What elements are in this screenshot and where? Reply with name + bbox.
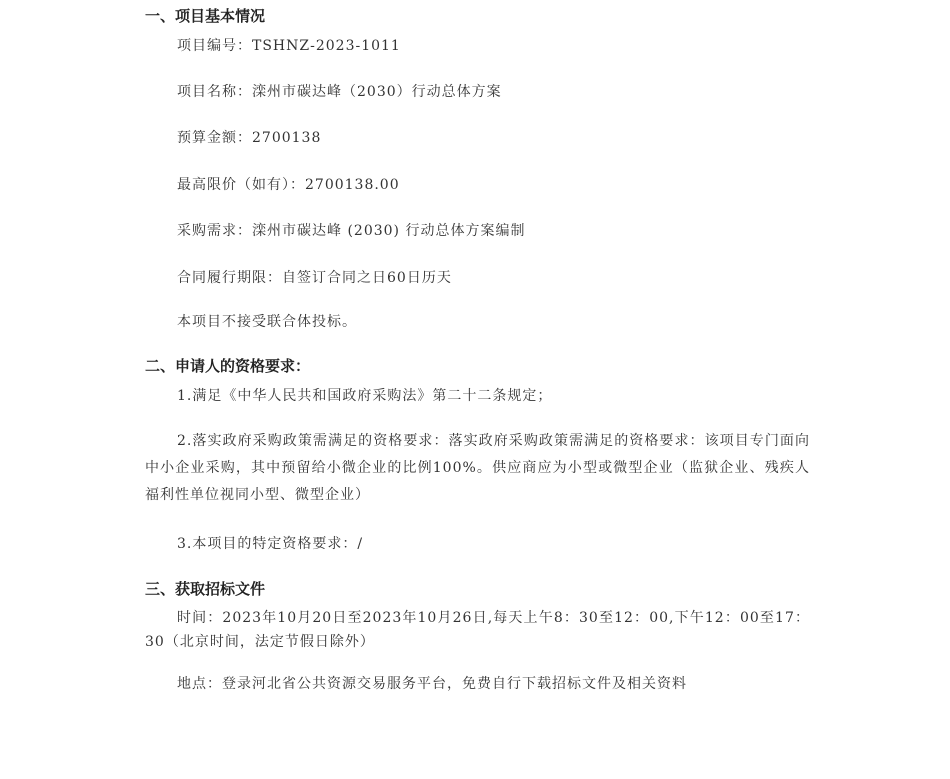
qualification-item-3: 3.本项目的特定资格要求：/ xyxy=(177,536,364,552)
contract-period: 合同履行期限：自签订合同之日60日历天 xyxy=(177,270,452,286)
document-obtain-location: 地点：登录河北省公共资源交易服务平台，免费自行下载招标文件及相关资料 xyxy=(177,676,687,692)
max-price: 最高限价（如有）：2700138.00 xyxy=(177,177,400,193)
section-heading-qualifications: 二、申请人的资格要求： xyxy=(145,357,311,375)
document-obtain-time: 时间：2023年10月20日至2023年10月26日,每天上午8：30至12：00,下午12：00至17：30（北京时间，法定节假日除外） xyxy=(145,610,810,650)
consortium-notice: 本项目不接受联合体投标。 xyxy=(177,314,357,330)
qualification-item-1: 1.满足《中华人民共和国政府采购法》第二十二条规定； xyxy=(177,388,553,404)
project-number: 项目编号：TSHNZ-2023-1011 xyxy=(177,38,401,54)
project-name: 项目名称：滦州市碳达峰（2030）行动总体方案 xyxy=(177,84,502,100)
budget-amount: 预算金额：2700138 xyxy=(177,130,322,146)
procurement-requirement: 采购需求：滦州市碳达峰 (2030) 行动总体方案编制 xyxy=(177,223,526,239)
qualification-item-2: 2.落实政府采购政策需满足的资格要求：落实政府采购政策需满足的资格要求：该项目专门面向中小企业采购，其中预留给小微企业的比例100%。供应商应为小型或微型企业（监狱企业、残疾人福利性单位视同小型、微型企业） xyxy=(145,433,810,503)
section-heading-basic-info: 一、项目基本情况 xyxy=(145,7,266,25)
section-heading-obtain-documents: 三、获取招标文件 xyxy=(145,580,266,598)
